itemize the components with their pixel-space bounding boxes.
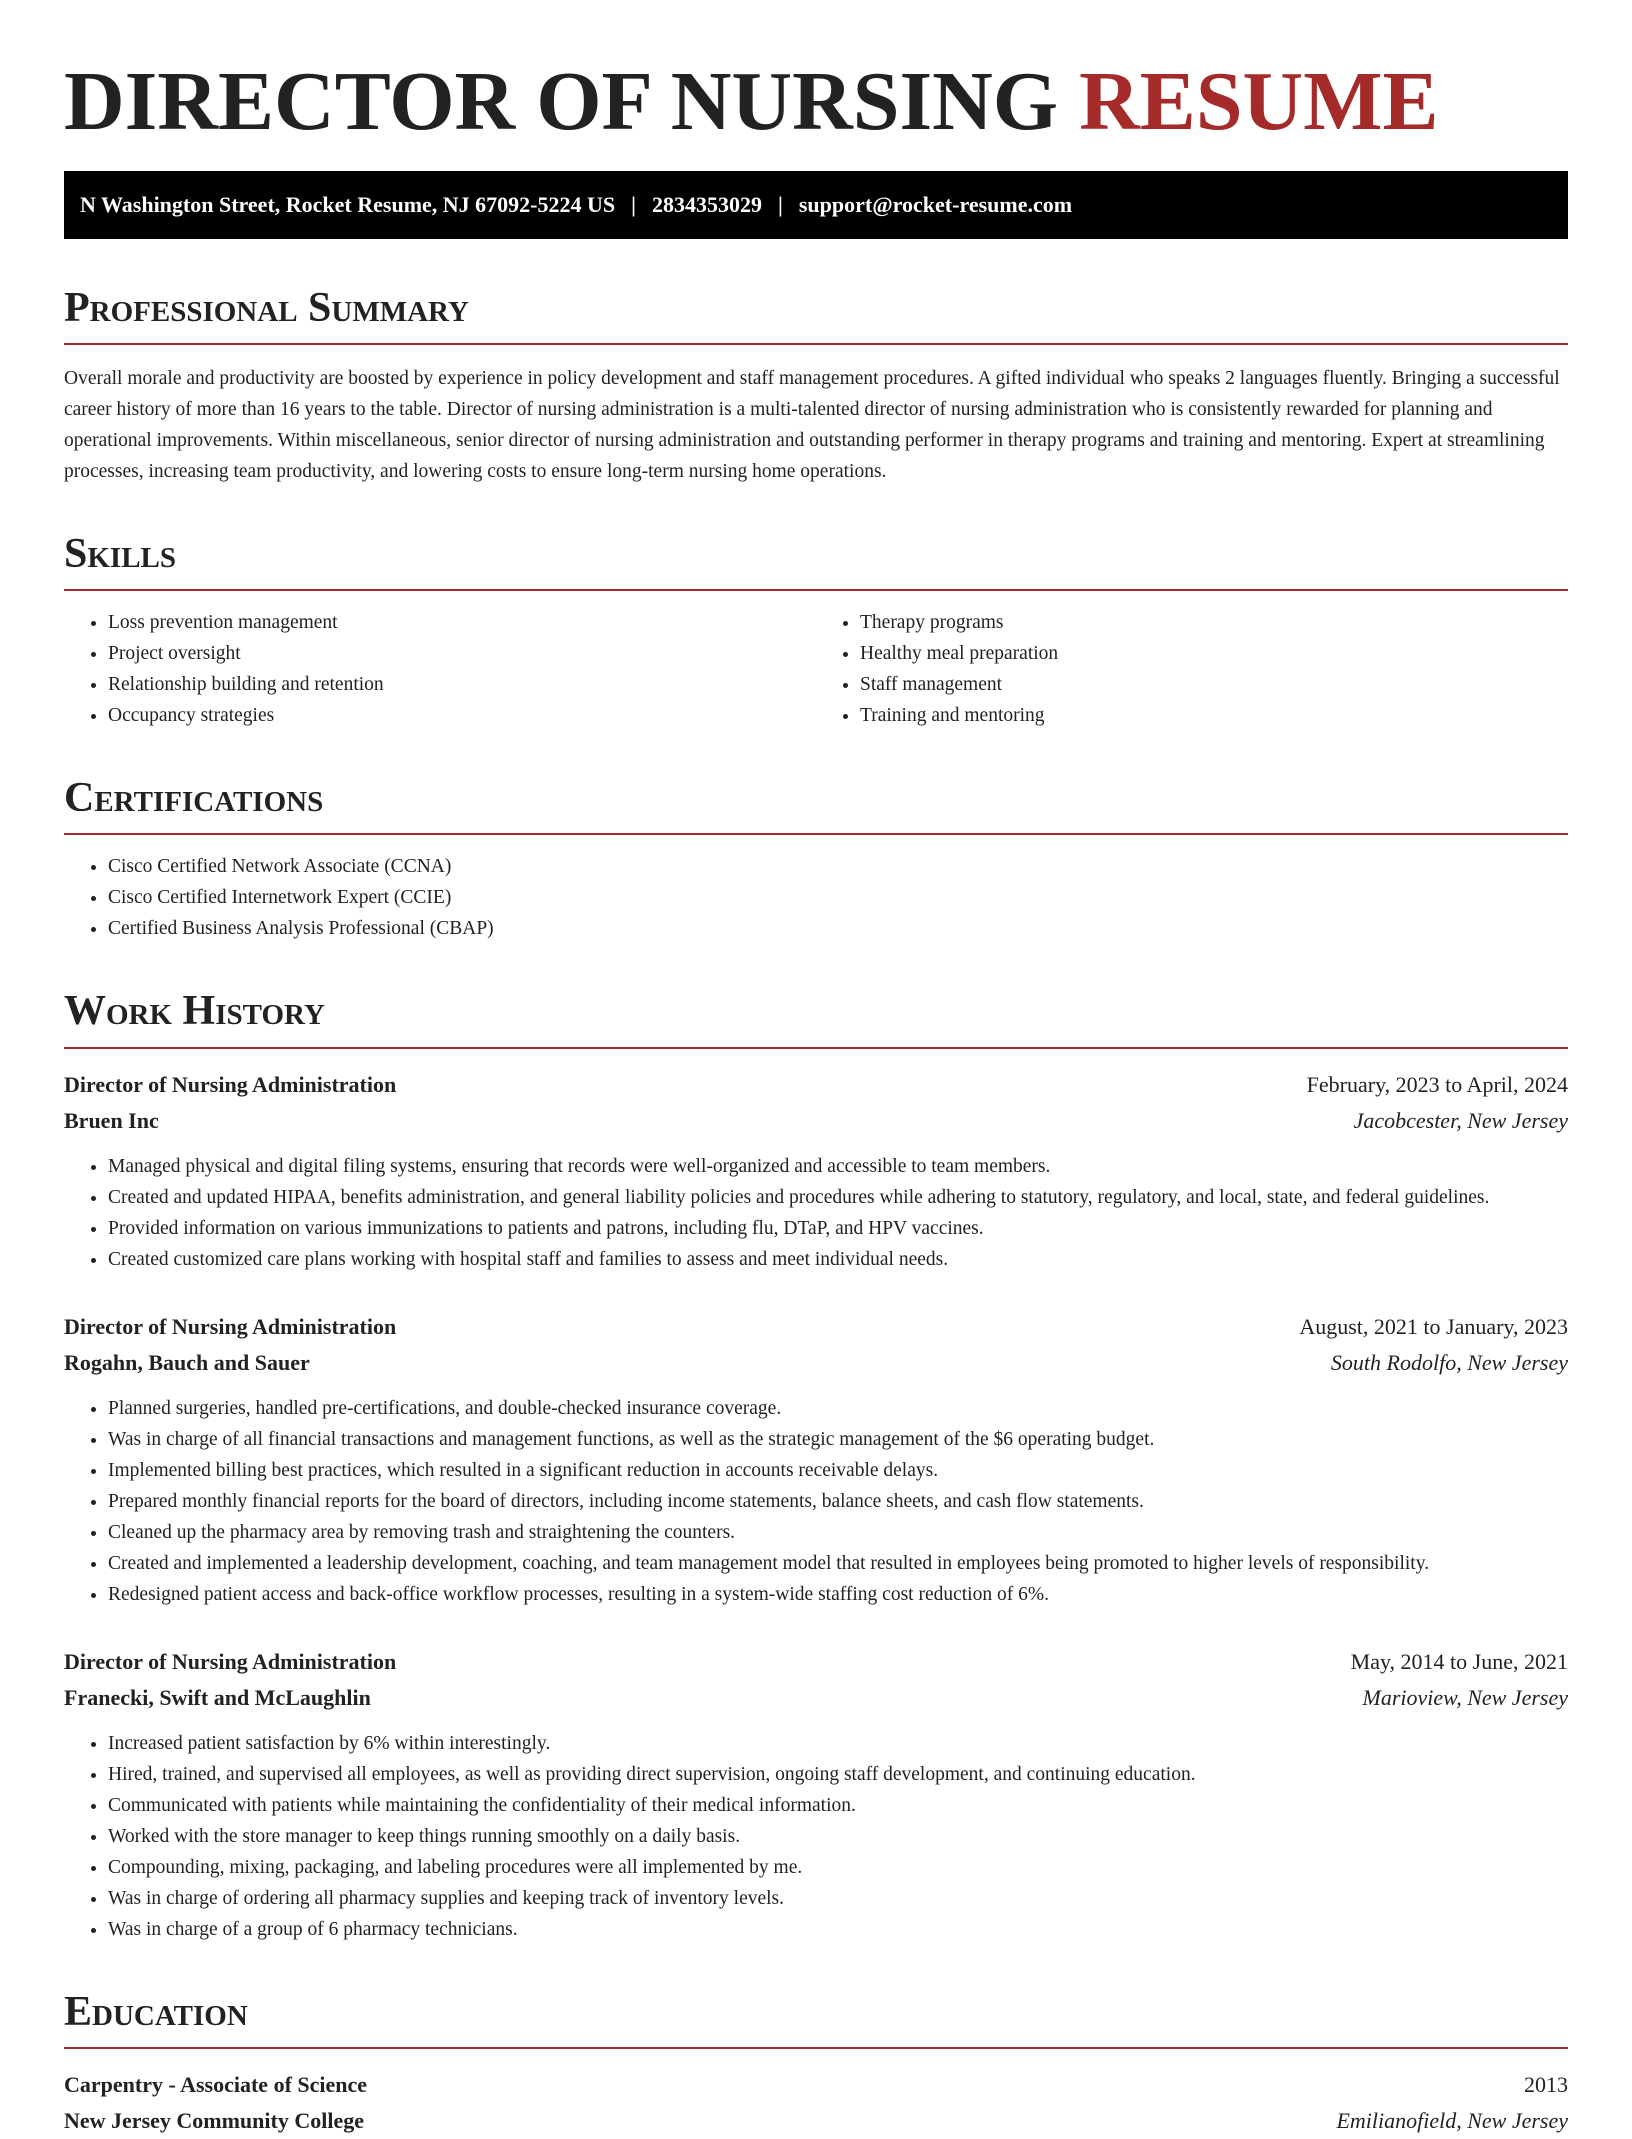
job-location: South Rodolfo, New Jersey <box>1330 1349 1568 1375</box>
job-entry <box>64 1644 1568 1945</box>
skill-item: • Healthy meal preparation <box>860 638 1568 669</box>
job-entry <box>64 1067 1568 1275</box>
job-title: Director of Nursing Administration <box>64 1313 397 1339</box>
skill-item: • Training and mentoring <box>860 700 1568 731</box>
job-bullet: • Planned surgeries, handled pre-certifications, and double-checked insurance coverage. <box>108 1393 1568 1424</box>
job-header-row <box>64 1067 1568 1103</box>
contact-separator: | <box>631 191 636 217</box>
job-title: Director of Nursing Administration <box>64 1648 397 1674</box>
job-bullet: • Created and updated HIPAA, benefits administration, and general liability policies and procedures while adhering to statutory, regulatory, and local, state, and federal guidelines. <box>108 1182 1568 1213</box>
job-title: Director of Nursing Administration <box>64 1071 397 1097</box>
skill-item: • Relationship building and retention <box>108 669 816 700</box>
job-bullet: • Was in charge of all financial transactions and management functions, as well as the strategic management of the $6 operating budget. <box>108 1424 1568 1455</box>
job-location: Jacobcester, New Jersey <box>1353 1107 1568 1133</box>
certifications-heading: Certifications <box>64 775 1568 835</box>
job-company: Bruen Inc <box>64 1107 159 1133</box>
job-bullet: • Hired, trained, and supervised all employees, as well as providing direct supervision, ongoing staff development, and continuing education. <box>108 1759 1568 1790</box>
education-degree-row <box>64 2067 1568 2103</box>
certification-item: • Certified Business Analysis Professional (CBAP) <box>108 913 1568 944</box>
job-bullet: • Was in charge of a group of 6 pharmacy technicians. <box>108 1914 1568 1945</box>
contact-phone: 2834353029 <box>651 191 762 217</box>
job-dates: February, 2023 to April, 2024 <box>1306 1071 1568 1097</box>
skill-item: • Occupancy strategies <box>108 700 816 731</box>
job-bullet: • Implemented billing best practices, which resulted in a significant reduction in accounts receivable delays. <box>108 1455 1568 1486</box>
education-school: New Jersey Community College <box>64 2107 364 2133</box>
certification-item: • Cisco Certified Internetwork Expert (CCIE) <box>108 882 1568 913</box>
skill-item: • Staff management <box>860 669 1568 700</box>
job-dates: August, 2021 to January, 2023 <box>1299 1313 1568 1339</box>
skills-heading: Skills <box>64 531 1568 591</box>
job-entry <box>64 1309 1568 1610</box>
skills-list-left <box>64 607 816 731</box>
job-header-row <box>64 1644 1568 1680</box>
certifications-list <box>64 851 1568 944</box>
job-bullet: • Cleaned up the pharmacy area by removing trash and straightening the counters. <box>108 1517 1568 1548</box>
contact-address: N Washington Street, Rocket Resume, NJ 67092-5224 US <box>80 191 616 217</box>
skill-item: • Loss prevention management <box>108 607 816 638</box>
job-bullet: • Worked with the store manager to keep things running smoothly on a daily basis. <box>108 1821 1568 1852</box>
education-degree: Carpentry - Associate of Science <box>64 2071 368 2097</box>
education-location: Emilianofield, New Jersey <box>1336 2107 1568 2133</box>
skills-grid <box>64 591 1568 731</box>
job-bullet: • Created customized care plans working with hospital staff and families to assess and meet individual needs. <box>108 1244 1568 1275</box>
job-dates: May, 2014 to June, 2021 <box>1350 1648 1568 1674</box>
title-main: DIRECTOR OF NURSING <box>64 55 1059 148</box>
job-bullet: • Communicated with patients while maintaining the confidentiality of their medical information. <box>108 1790 1568 1821</box>
job-company: Rogahn, Bauch and Sauer <box>64 1349 310 1375</box>
skill-item: • Project oversight <box>108 638 816 669</box>
resume-title <box>64 52 1568 153</box>
job-bullet: • Redesigned patient access and back-office workflow processes, resulting in a system-wide staffing cost reduction of 6%. <box>108 1579 1568 1610</box>
certification-item: • Cisco Certified Network Associate (CCNA) <box>108 851 1568 882</box>
contact-bar <box>64 171 1568 239</box>
job-company-row <box>64 1680 1568 1716</box>
job-bullet: • Prepared monthly financial reports for the board of directors, including income statements, balance sheets, and cash flow statements. <box>108 1486 1568 1517</box>
job-company-row <box>64 1345 1568 1381</box>
job-bullet: • Increased patient satisfaction by 6% within interestingly. <box>108 1728 1568 1759</box>
education-heading: Education <box>64 1989 1568 2049</box>
job-bullet: • Compounding, mixing, packaging, and labeling procedures were all implemented by me. <box>108 1852 1568 1883</box>
contact-separator: | <box>777 191 783 217</box>
work-history-heading: Work History <box>64 988 1568 1048</box>
job-bullets <box>64 1151 1568 1275</box>
job-bullet: • Was in charge of ordering all pharmacy supplies and keeping track of inventory levels. <box>108 1883 1568 1914</box>
summary-heading: Professional Summary <box>64 285 1568 345</box>
education-entry <box>64 2067 1568 2139</box>
job-bullet: • Provided information on various immunizations to patients and patrons, including flu, DTaP, and HPV vaccines. <box>108 1213 1568 1244</box>
job-header-row <box>64 1309 1568 1345</box>
summary-text: Overall morale and productivity are boosted by experience in policy development and staff management procedures. A gifted individual who speaks 2 languages fluently. Bringing a successful career history of more than 16 years to the table. Director of nursing administration is a multi-talented director of nursing administration who is consistently rewarded for planning and operational improvements. Within miscellaneous, senior director of nursing administration and outstanding performer in therapy programs and training and mentoring. Expert at streamlining processes, increasing team productivity, and lowering costs to ensure long-term nursing home operations. <box>64 367 1560 482</box>
job-bullets <box>64 1728 1568 1945</box>
skills-list-right <box>816 607 1568 731</box>
job-location: Marioview, New Jersey <box>1362 1684 1568 1710</box>
skill-item: • Therapy programs <box>860 607 1568 638</box>
education-school-row <box>64 2103 1568 2139</box>
job-company-row <box>64 1103 1568 1139</box>
job-bullets <box>64 1393 1568 1610</box>
job-company: Franecki, Swift and McLaughlin <box>64 1684 371 1710</box>
contact-email: support@rocket-resume.com <box>798 191 1073 217</box>
education-year: 2013 <box>1524 2071 1568 2097</box>
job-bullet: • Created and implemented a leadership development, coaching, and team management model that resulted in employees being promoted to higher levels of responsibility. <box>108 1548 1568 1579</box>
title-accent: RESUME <box>1079 55 1439 148</box>
job-bullet: • Managed physical and digital filing systems, ensuring that records were well-organized and accessible to team members. <box>108 1151 1568 1182</box>
